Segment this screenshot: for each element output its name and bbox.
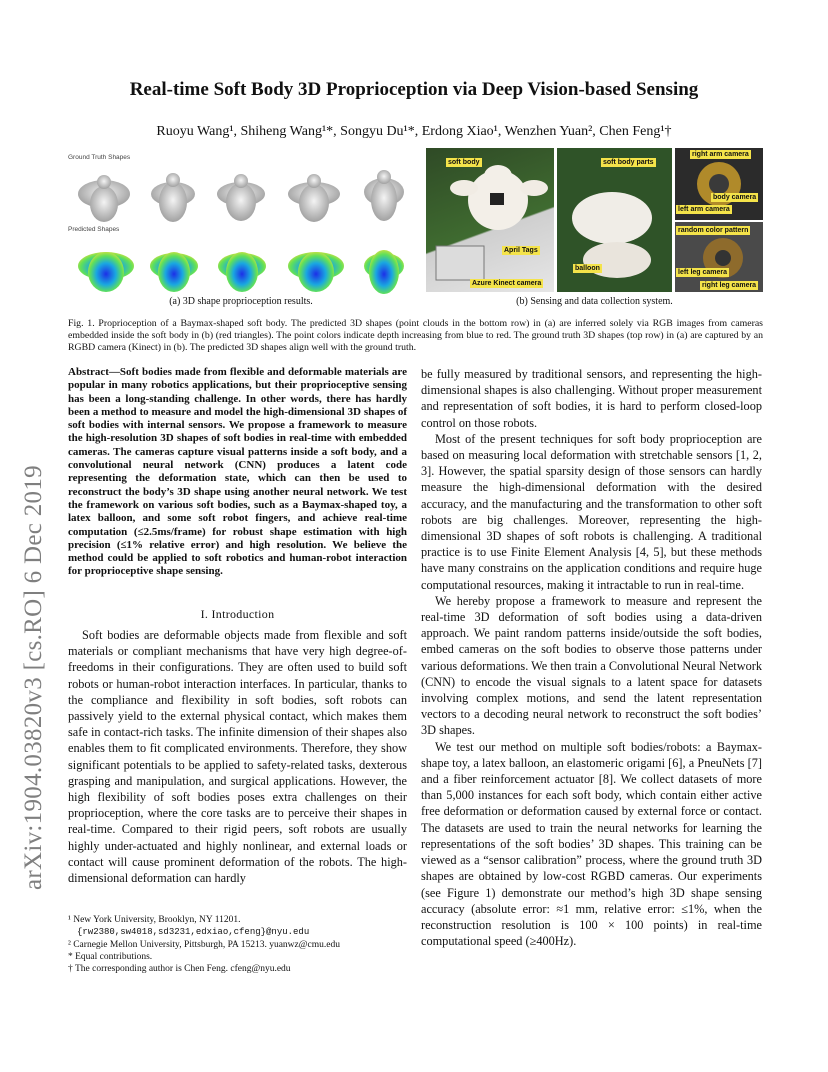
arxiv-stamp: arXiv:1904.03820v3 [cs.RO] 6 Dec 2019 — [20, 465, 47, 890]
section-heading: I. Introduction — [200, 607, 275, 621]
footnote: ² Carnegie Mellon University, Pittsburgh, PA 15213. yuanwz@cmu.edu — [68, 939, 340, 950]
tag-balloon: balloon — [575, 265, 600, 272]
tag-right-arm-camera: right arm camera — [692, 151, 749, 158]
predicted-row — [78, 250, 404, 294]
footnote: * Equal contributions. — [68, 951, 153, 962]
paragraph: We hereby propose a framework to measure and represent the real-time 3D deformation of soft bodies using a data-driven approach. We paint random patterns inside/outside the soft bodies, embed cameras on the soft bodies to observe those patterns under various deformations. We then train a Convolutional Neural Network (CNN) to encode the visual signals to a latent space for datasets involving complex motions, and send the latent representation vectors to a decoding neural network to reconstruct the soft bodies’ 3D shapes. — [421, 593, 762, 738]
intro-paragraph: Soft bodies are deformable objects made from flexible and soft materials or compliant mechanisms that have very high degree-of-freedoms in their configurations. They are often used to build soft robots or human-robot interaction interfaces. In particular, thanks to the compliance and flexibility in soft bodies, soft robots can passively yield to the external physical contact, which makes them safe in contact-rich tasks. The infinite dimension of their shapes also enables them to fit complicated environments. Therefore, they show significant potentials to be applied to safety-related tasks, dexterous grasping and manipulation, and surgical applications. However, the high flexibility of soft bodies poses extra challenges on their proprioception, where the core tasks are to perceive their shapes in real-time. Compared to their rigid peers, soft robots are usually highly under-actuated and highly nonlinear, and external loads or contact will cause prominent deformation of the robots. The high-dimensional deformation can hardly — [68, 628, 407, 886]
shape-thumbnails — [66, 162, 416, 295]
predicted-label: Predicted Shapes — [68, 226, 120, 233]
figure-panel-a — [66, 150, 416, 295]
tag-soft-body-parts: soft body parts — [603, 159, 654, 166]
tag-left-leg-camera: left leg camera — [678, 269, 728, 276]
tag-left-arm-camera: left arm camera — [678, 206, 730, 213]
right-column — [421, 366, 762, 949]
subcaption-a: (a) 3D shape proprioception results. — [169, 296, 313, 307]
tag-soft-body: soft body — [448, 159, 480, 166]
figure-caption: Fig. 1. Proprioception of a Baymax-shaped soft body. The predicted 3D shapes (point clouds in the bottom row) in (a) are inferred solely via RGB images from cameras embedded inside the soft body in (b) (red triangles). The point colors indicate depth increasing from blue to red. The ground truth 3D shapes (top row) in (a) are captured by an RGBD camera (Kinect) in (b). The predicted 3D shapes align well with the ground truth. — [68, 318, 763, 354]
figure-panel-b — [426, 148, 763, 292]
tag-azure-kinect: Azure Kinect camera — [472, 280, 542, 287]
tag-body-camera: body camera — [713, 194, 757, 201]
abstract: Abstract—Soft bodies made from flexible and deformable materials are popular in many robotics applications, but their proprioceptive sensing has been a long-standing challenge. In other words, there has hardly been a method to measure and model the high-dimensional 3D shapes of soft bodies with internal sensors. We propose a framework to measure the high-resolution 3D shapes of soft bodies in real-time with embedded cameras. The cameras capture visual patterns inside a soft body, and a convolutional neural network (CNN) produces a latent code representing the deformation state, which can then be used to reconstruct the body’s 3D shape using another neural network. We test the framework on various soft bodies, such as a Baymax-shaped toy, a latex balloon, and some soft robot fingers, and achieve real-time computation (≤2.5ms/frame) for robust shape estimation with high precision (≤1% relative error) and high resolution. We believe the method could be applied to soft robotics and human-robot interaction for proprioceptive shape sensing. — [68, 366, 407, 578]
footnote-emails: {rw2380,sw4018,sd3231,edxiao,cfeng}@nyu.edu — [77, 927, 310, 938]
paragraph: We test our method on multiple soft bodies/robots: a Baymax-shape toy, a latex balloon, an elastomeric origami [6], a PneuNets [7] and a fiber reinforcement actuator [8]. We collect datasets of more than 5,000 instances for each soft body, which contain either active free deformation or deformation caused by external force or contact. The datasets are used to train the neural networks for learning the representations of the soft bodies’ 3D shapes. This training can be viewed as a “sensor calibration” process, where the ground truth 3D shapes are obtained by low-cost RGBD cameras. Our experiments (see Figure 1) demonstrate our method’s high 3D shape sensing accuracy (absolute error: ≈1 mm, relative error: ≤1%, when the reconstruction resolution is 100 × 100 points) in real-time computational speed (≥400Hz). — [421, 739, 762, 949]
ground-truth-label: Ground Truth Shapes — [68, 154, 131, 161]
photo-setup — [426, 148, 554, 292]
footnote: ¹ New York University, Brooklyn, NY 11201. — [68, 915, 241, 925]
tag-april-tags: April Tags — [504, 247, 538, 254]
author-list: Ruoyu Wang¹, Shiheng Wang¹*, Songyu Du¹*, Erdong Xiao¹, Wenzhen Yuan², Chen Feng¹† — [156, 124, 672, 139]
tag-right-leg-camera: right leg camera — [702, 282, 757, 289]
paragraph: Most of the present techniques for soft body proprioception are based on measuring local deformation with stretchable sensors [1, 2, 3]. However, the spatial sparsity design of those sensors can hardly measure the high-dimensional deformation with the desired accuracy, and the manufacturing and the transformation to other soft robots are big challenges. Moreover, representing the high-dimensional 3D shapes of soft robots is challenging. A traditional practice is to use Finite Element Analysis [4, 5], but these methods have many constrains on the application conditions and require huge computational resources, making it intractable to run in real-time. — [421, 431, 762, 592]
subcaption-b: (b) Sensing and data collection system. — [516, 296, 673, 307]
footnotes — [68, 914, 413, 975]
footnote: † The corresponding author is Chen Feng. cfeng@nyu.edu — [68, 964, 291, 975]
paper-title: Real-time Soft Body 3D Proprioception via Deep Vision-based Sensing — [129, 79, 699, 100]
ground-truth-row — [78, 170, 404, 222]
paragraph: be fully measured by traditional sensors, and representing the high-dimensional shapes is also challenging. Without proper measurement and representation of soft bodies, it is hard to perform closed-loop control on those robots. — [421, 367, 762, 430]
tag-random-color-pattern: random color pattern — [678, 227, 749, 234]
